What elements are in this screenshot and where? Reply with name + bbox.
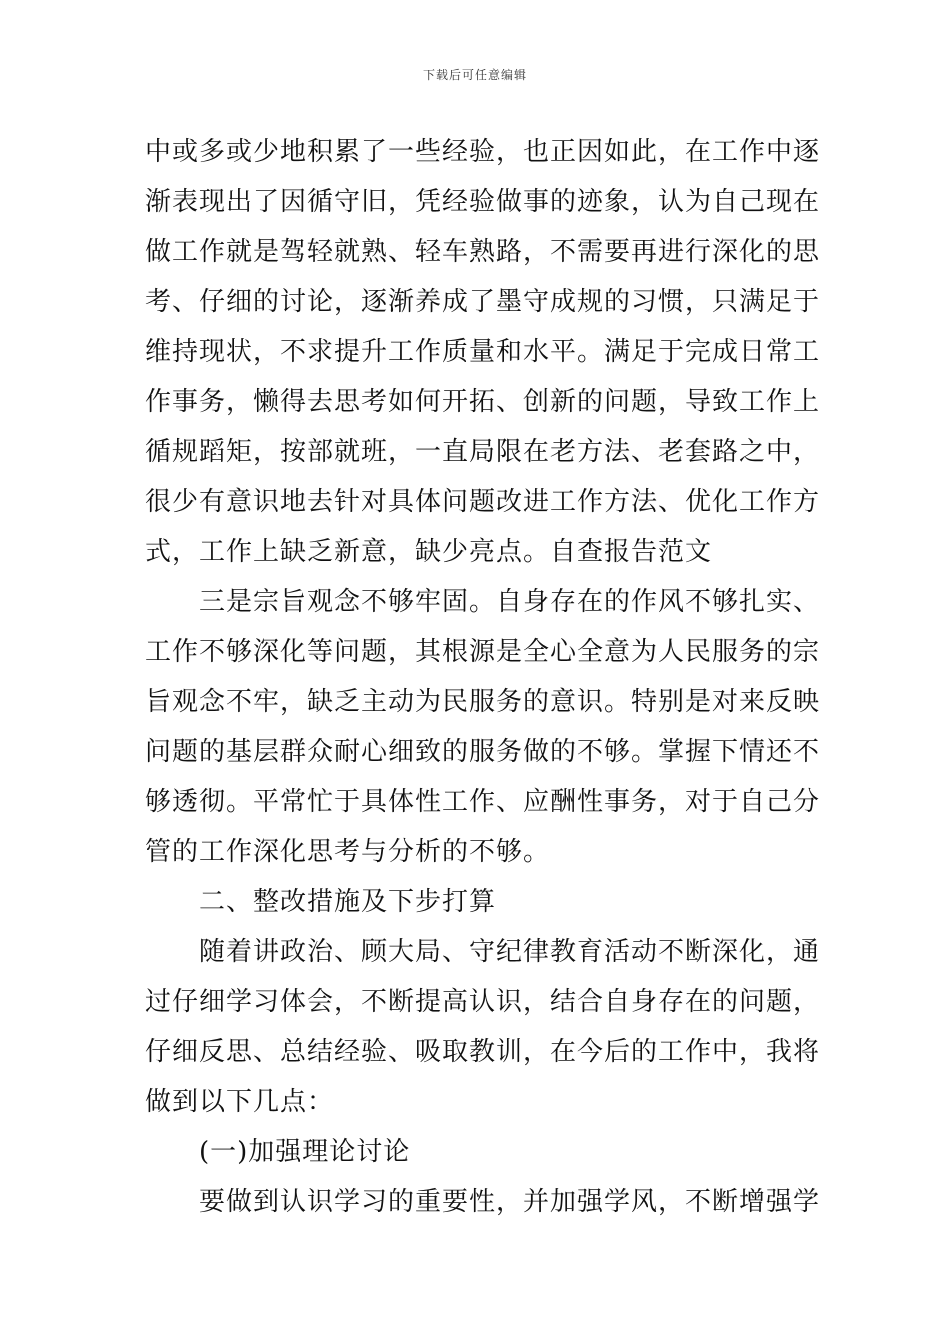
text-line: 管的工作深化思考与分析的不够。 bbox=[145, 837, 551, 867]
text-line: 很少有意识地去针对具体问题改进工作方法、优化工作方 bbox=[145, 487, 821, 517]
text-line: 做到以下几点： bbox=[145, 1087, 335, 1117]
text-line: 问题的基层群众耐心细致的服务做的不够。掌握下情还不 bbox=[145, 737, 821, 767]
text-line: 过仔细学习体会，不断提高认识，结合自身存在的问题， bbox=[145, 987, 821, 1017]
text-line: 仔细反思、总结经验、吸取教训，在今后的工作中，我将 bbox=[145, 1037, 821, 1067]
paragraph-start-line: 随着讲政治、顾大局、守纪律教育活动不断深化，通 bbox=[145, 937, 821, 967]
text-line: 渐表现出了因循守旧，凭经验做事的迹象，认为自己现在 bbox=[145, 187, 821, 217]
text-line: 考、仔细的讨论，逐渐养成了墨守成规的习惯，只满足于 bbox=[145, 287, 821, 317]
document-body bbox=[145, 127, 821, 1227]
section-heading: 二、整改措施及下步打算 bbox=[145, 887, 497, 917]
text-line: 做工作就是驾轻就熟、轻车熟路，不需要再进行深化的思 bbox=[145, 237, 821, 267]
text-line: 工作不够深化等问题，其根源是全心全意为人民服务的宗 bbox=[145, 637, 821, 667]
text-line: 式，工作上缺乏新意，缺少亮点。自查报告范文 bbox=[145, 537, 713, 567]
subsection-heading: (一)加强理论讨论 bbox=[145, 1137, 411, 1167]
paragraph-start-line: 要做到认识学习的重要性，并加强学风，不断增强学 bbox=[145, 1187, 821, 1217]
text-line: 旨观念不牢，缺乏主动为民服务的意识。特别是对来反映 bbox=[145, 687, 821, 717]
text-line: 维持现状，不求提升工作质量和水平。满足于完成日常工 bbox=[145, 337, 821, 367]
page-header-note: 下载后可任意编辑 bbox=[422, 68, 527, 82]
text-line: 中或多或少地积累了一些经验，也正因如此，在工作中逐 bbox=[145, 137, 821, 167]
text-line: 循规蹈矩，按部就班，一直局限在老方法、老套路之中， bbox=[145, 437, 821, 467]
text-line: 作事务，懒得去思考如何开拓、创新的问题，导致工作上 bbox=[145, 387, 821, 417]
paragraph-start-line: 三是宗旨观念不够牢固。自身存在的作风不够扎实、 bbox=[145, 587, 821, 617]
text-line: 够透彻。平常忙于具体性工作、应酬性事务，对于自己分 bbox=[145, 787, 821, 817]
